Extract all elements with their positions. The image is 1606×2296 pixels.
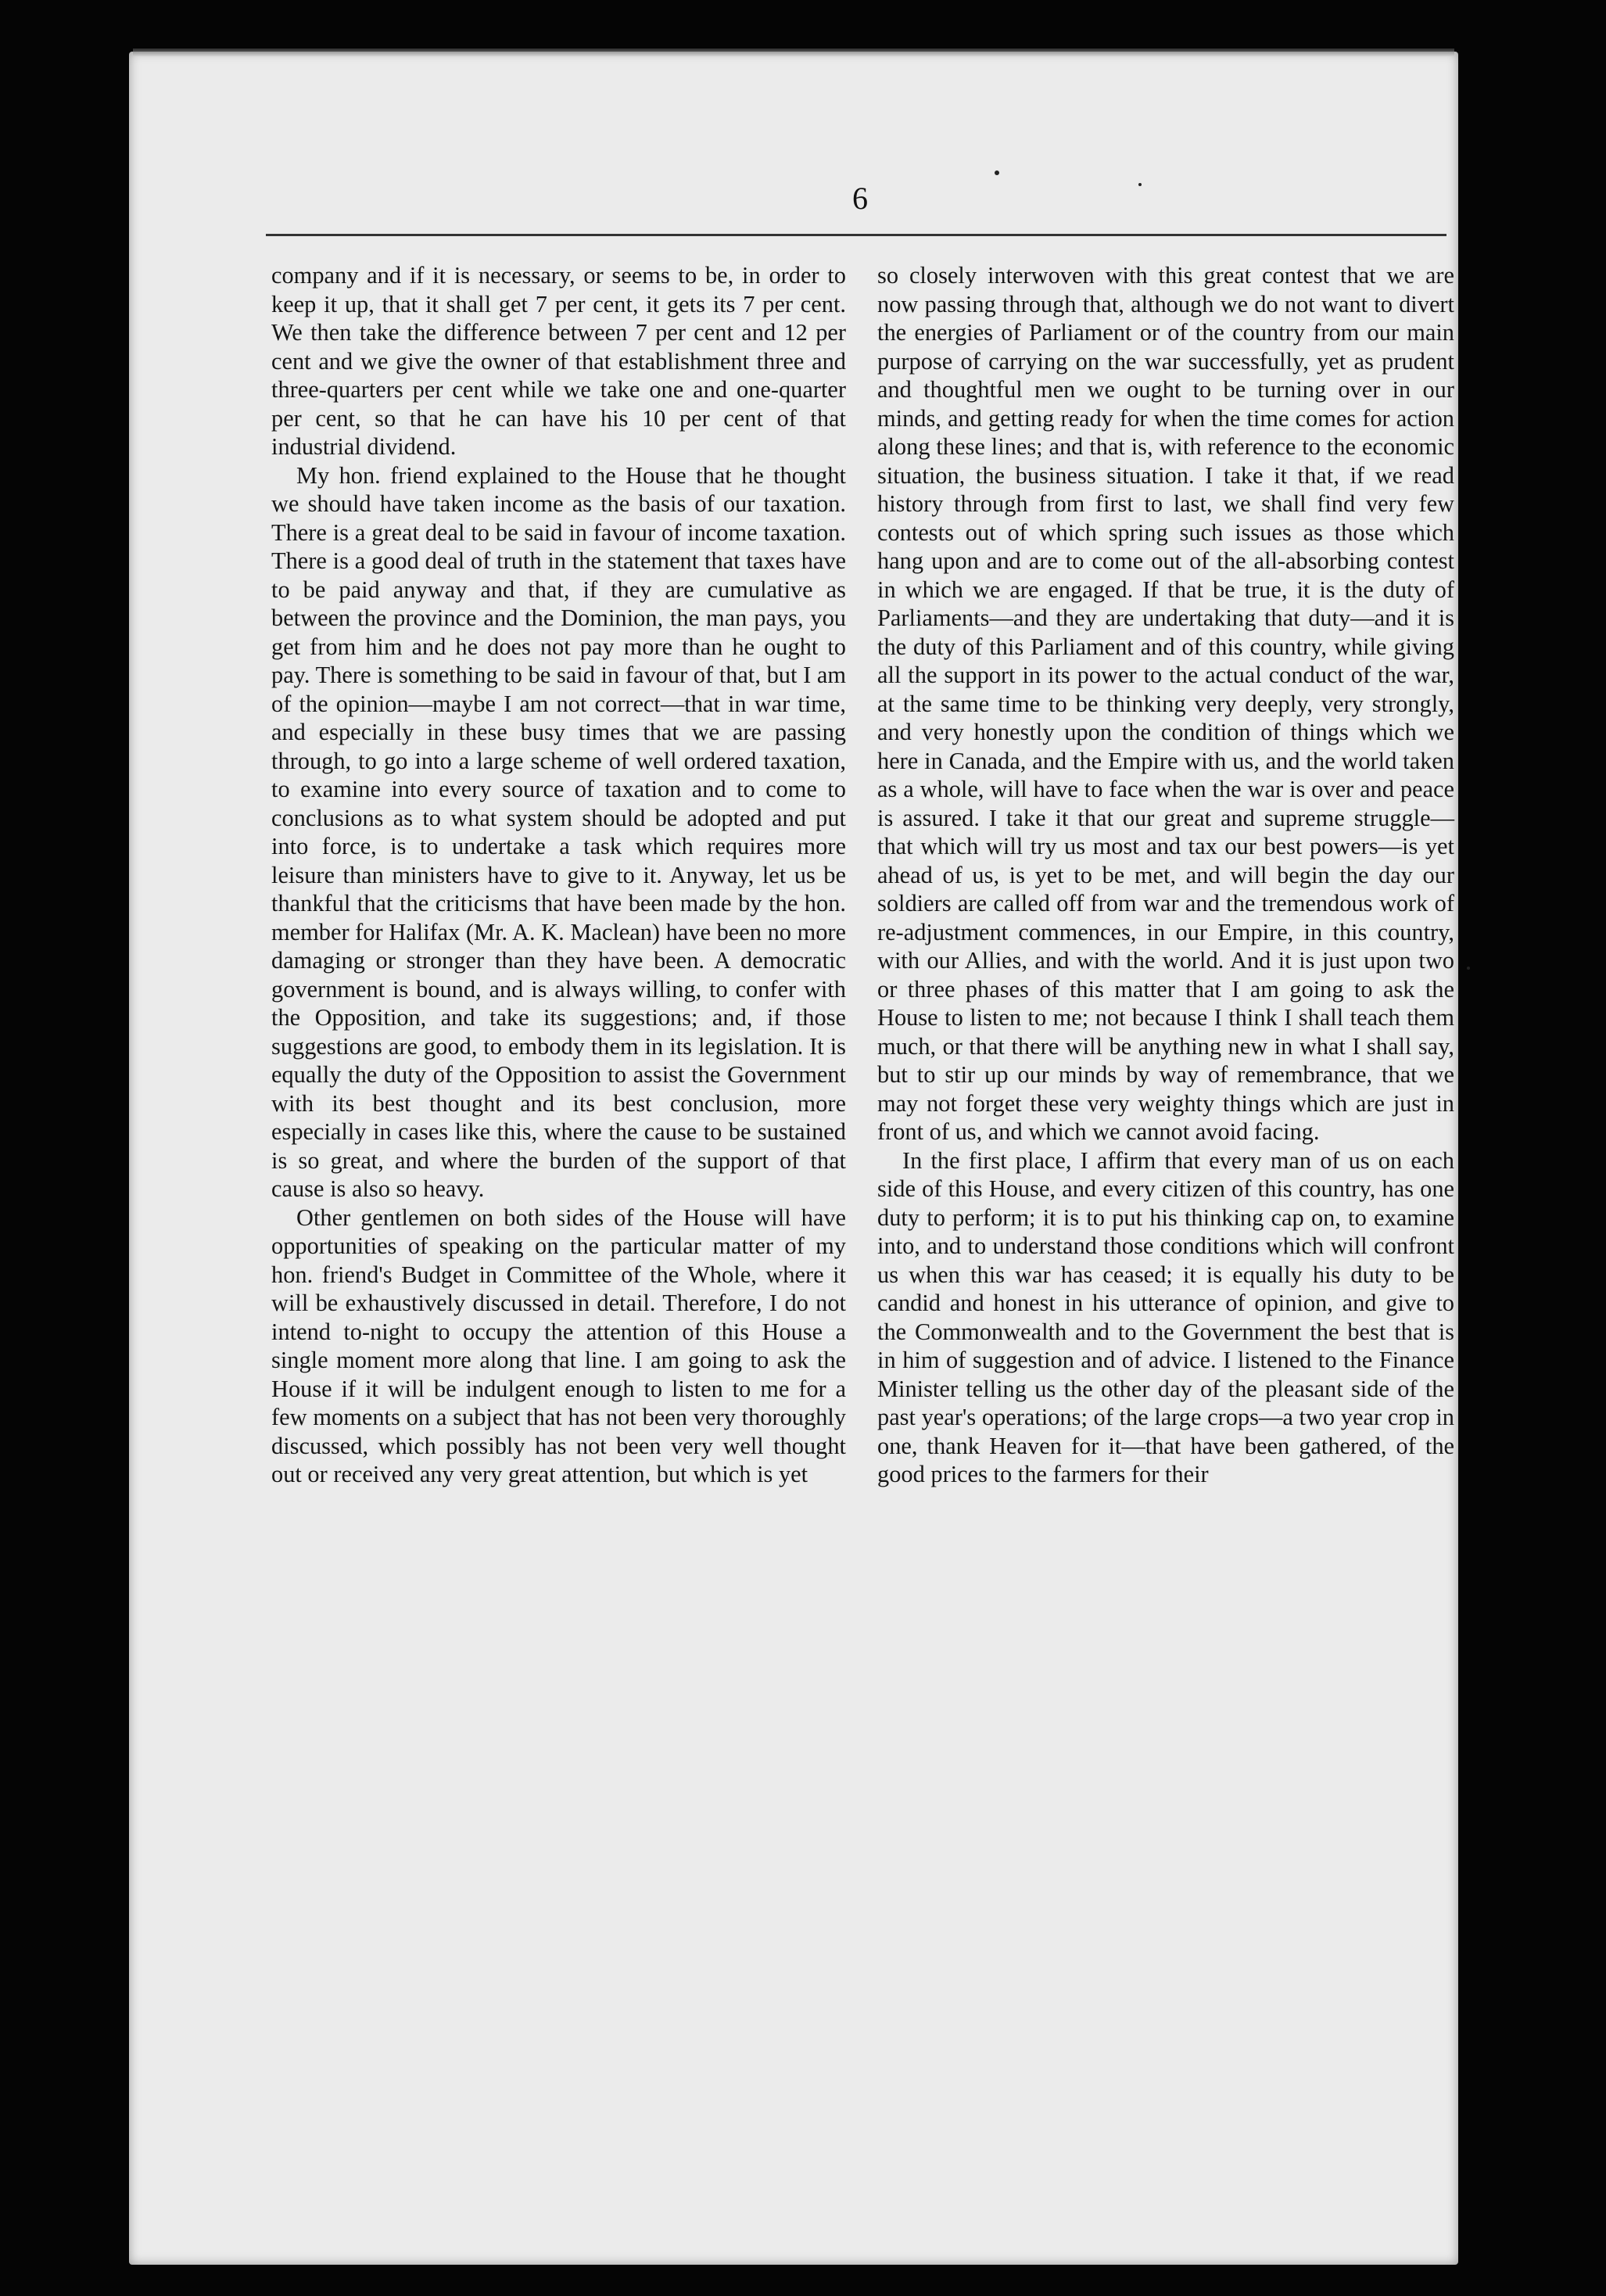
ink-speck xyxy=(1138,183,1142,186)
page-number: 6 xyxy=(852,181,868,216)
ink-speck xyxy=(995,170,999,175)
ink-speck xyxy=(1467,967,1470,970)
left-paragraph-1: company and if it is necessary, or seems to be, in order to keep it up, that it shall get 7 per cent, it gets its 7 per cent. We then take the difference between 7 per cent and 12 per cent and we give the owner of that establishment three and three-quarters per cent while we take one and one-quarter per cent, so that he can have his 10 per cent of that industrial dividend. xyxy=(271,262,846,460)
right-paragraph-1: so closely interwoven with this great contest that we are now passing through that, although we do not want to divert the energies of Parliament or of the country from our main purpose of carrying on the war successfully, yet as prudent and thoughtful men we ought to be turning over in our minds, and getting ready for when the time comes for action along these lines; and that is, with reference to the economic situation, the business situation. I take it that, if we read history through from first to last, we shall find very few contests out of which spring such issues as those which hang upon and are to come out of the all-absorbing contest in which we are engaged. If that be true, it is the duty of Parliaments—and they are undertaking that duty—and it is the duty of this Parliament and of this country, while giving all the support in its power to the actual conduct of the war, at the same time to be thinking very deeply, very strongly, and very honestly upon the condition of things which we here in Canada, and the Empire with us, and the world taken as a whole, will have to face when the war is over and peace is assured. I take it that our great and supreme struggle—that which will try us most and tax our best powers—is yet ahead of us, is yet to be met, and will begin the day our soldiers are called off from war and the tremendous work of re-adjustment commences, in our Empire, in this country, with our Allies, and with the world. And it is just upon two or three phases of this matter that I am going to ask the House to listen to me; not because I think I shall teach them much, or that there will be anything new in what I shall say, but to stir up our minds by way of remembrance, that we may not forget these very weighty things which are just in front of us, and which we cannot avoid facing. xyxy=(877,262,1454,1145)
page-top-edge xyxy=(133,48,1454,56)
left-paragraph-2: My hon. friend explained to the House that he thought we should have taken income as the basis of our taxation. There is a great deal to be said in favour of income taxation. There is a good deal of truth in the statement that taxes have to be paid anyway and that, if they are cumulative as between the province and the Dominion, the man pays, you get from him and he does not pay more than he ought to pay. There is something to be said in favour of that, but I am of the opinion—maybe I am not correct—that in war time, and especially in these busy times that we are passing through, to go into a large scheme of well ordered taxation, to examine into every source of taxation and to come to conclusions as to what system should be adopted and put into force, is to undertake a task which requires more leisure than ministers have to give to it. Anyway, let us be thankful that the criticisms that have been made by the hon. member for Halifax (Mr. A. K. Maclean) have been no more damaging or stronger than they have been. A democratic government is bound, and is always willing, to confer with the Opposition, and take its suggestions; and, if those suggestions are good, to embody them in its legislation. It is equally the duty of the Opposition to assist the Government with its best thought and its best conclusion, more especially in cases like this, where the cause to be sustained is so great, and where the burden of the support of that cause is also so heavy. xyxy=(271,461,847,1202)
right-paragraph-2: In the first place, I affirm that every man of us on each side of this House, and every citizen of this country, has one duty to perform; it is to put his thinking cap on, to examine into, and to understand those conditions which will confront us when this war has ceased; it is equally his duty to be candid and honest in his utterance of opinion, and give to the Commonwealth and to the Government the best that is in him of suggestion and of advice. I listened to the Finance Minister telling us the other day of the pleasant side of the past year's operations; of the large crops—a two year crop in one, thank Heaven for it—that have been gathered, of the good prices to the farmers for their xyxy=(877,1146,1454,1487)
left-paragraph-3: Other gentlemen on both sides of the House will have opportunities of speaking on the particular matter of my hon. friend's Budget in Committee of the Whole, where it will be exhaustively discussed in detail. Therefore, I do not intend to-night to occupy the attention of this House a single moment more along that line. I am going to ask the House if it will be indulgent enough to listen to me for a few moments on a subject that has not been very thoroughly discussed, which possibly has not been very well thought out or received any very great attention, but which is yet xyxy=(271,1204,846,1487)
header-rule xyxy=(266,234,1446,236)
left-column xyxy=(271,261,846,1489)
right-column xyxy=(877,261,1454,1489)
